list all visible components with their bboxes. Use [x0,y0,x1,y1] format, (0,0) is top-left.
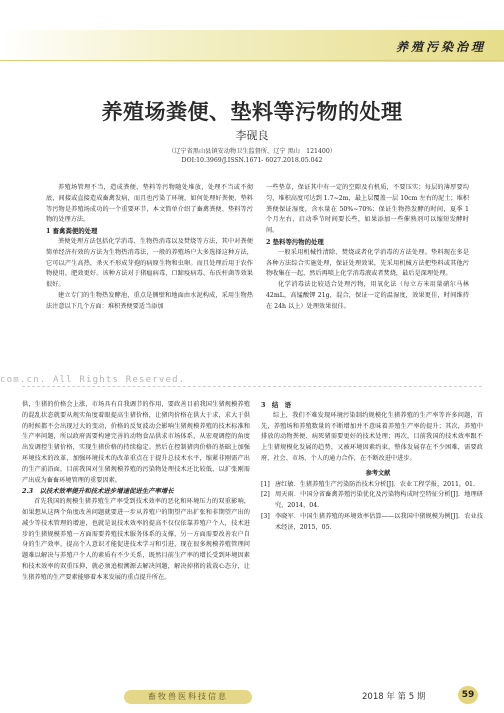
page-number-badge: 59 [458,686,478,704]
paragraph: 养殖场管理不当，造成粪便、垫料等污物随处堆放，处理不当或不彻底，间接或直接造成畜禽发病，而且也污染了环境，如何处理好粪便、垫料等污物是养殖场成功的一个重要环节，本文简单介绍了畜禽粪便、垫料等污物的处理方法。 [46,184,253,224]
article-title: 养殖场粪便、垫料等污物的处理 [101,99,403,124]
section-heading: 2 垫料等污物的处理 [266,237,324,246]
column-b [266,183,469,313]
paragraph: 供，生猪的价格会上涨，市场具有自我调节的作用，要政善目前我国生猪规模养殖的混乱状态就要从规实角度着眼提高生猪价格，让猪肉价格在供大于求，求大于供的时候都不会出现过大的变动，价格的反复波动会影响生猪规模养殖的技术标准和生产率问题，所以政府需要构建完善的动物食品供求市场体系，从宏观调控的角度出发调控生猪价格，实现生猪价格的持续稳定。然后在控制猪肉价格的基础上加强环境技术的改革，加强环境技术的改革重点在于提升总技术水平，缩紧非刚需产出的生产前沿面，目前我国对生猪规模养殖的污染物处理技术还比较低，以扩张刚需产出成为畜畜环境管理的重要因素。 [22,401,250,484]
article-author: 李砚良 [235,129,269,142]
section-heading: 1 畜禽粪便的处理 [46,227,98,236]
journal-name-band: 畜牧兽医科技信息 [124,690,252,704]
column-c [22,400,250,584]
paragraph: 综上，我们不难发现环境污染制约规模化生猪养殖的生产率等许多问题，首先，养殖场和养殖数量的不断增加并不意味着养殖生产率的提升；其次，养殖中排放的动物粪便、病死猪需要更好的技术处理；再次，目前我国的技术效率跟不上生猪规模化发展的趋势，又被环境因素约束，整体发展存在不少困难，需要政府、社会、市场、个人的通力合作，在不断改进中进步。 [261,411,483,462]
paragraph: 化学消毒法比较适合处理污物，用氧化法（每立方米用量硝尔马林 42mL，高锰酸钾 21g，混合，保证一定的温湿度，效果更佳，时间维持在 24h 以上）处理效果很佳。 [266,281,469,310]
article-affiliation: （辽宁省黑山县镇安动物卫生监督所，辽宁 黑山 121400） [168,148,336,155]
reference-number: [3] [261,512,270,520]
reference-text: 李晓军．中国生猪养殖的环境效率估算——以我国中猪规模为例[J]．农业技术经济，2015，05. [275,512,483,531]
issue-label: 2018 年 第 5 期 [362,692,426,702]
paragraph: 一般采用机械性清除、焚烧或者化学消毒的方法处理。垫料现在多是各种方法综合实施处理，保证处理效果，先采用机械方法把垫料或其他污物收集在一起，然后再喷上化学消毒液或者焚烧，最后是深埋处理。 [266,248,469,278]
reference-item [261,480,483,491]
reference-item [261,490,483,512]
section-label: 养殖污染治理 [395,40,486,54]
reference-number: [1] [261,480,270,488]
paragraph: 建立专门的生物热发酵池，重点是侧壁和地面由水泥构成，采用生物热法注意以下几个方面：堆积粪便要适当添加 [46,291,253,310]
paragraph: 首先我国的规模生猪养殖生产率受到技术效率的恶化和环境压力的双重影响，如果想从这两个角度改善问题就要进一步从养殖户的期望产出扩张和非期望产出的减少等技术管理的增速，也就是说技术效率的提高不仅仅依靠养殖户个人，技术进步的生猪规模养殖一方面需要养殖技术服务体系的支撑，另一方面需要改善农户自身的生产效率，提高个人意识才能促进技术学习和引进，现在很多规模养殖管理问题难以解决与养殖户个人的素质有不少关系，既然目前生产率的增长受到环境因素和技术效率的双重压抑，就必须追根溯源去解决问题，解决掉猪的栽栽心态分，让生猪养殖的生产要素能够着本来发展的重点提升所在。 [22,498,250,581]
divider [22,386,482,387]
reference-item [261,512,483,534]
reference-number: [2] [261,491,270,499]
paragraph: 粪便处理方法包括化学消毒、生物热消毒以及焚烧等方法，其中对粪便简单经济有效的方法为生物热消毒法，一般的养殖场户大多选择这种方法，它可以产生高热，杀灭不形成芽孢的病原生物和虫卵。而且处理后用于农作物使用，肥效更好。该种方法对于猪瘟病毒、口蹄疫病毒、布氏杆菌等效果很好。 [46,237,253,289]
reference-text: 周天雨．中国分省畜禽养殖污染优化及污染物构成时空特征分析[J]．地理研究，2014，04. [275,491,483,510]
reference-text: 唐红敏．生猪养殖生产污染防治技术分析[J]．农业工程学报，2011，01. [275,480,475,488]
paragraph: 一些垫草，保证其中有一定的空隙及有机质，不要压实；每层的薄厚要均匀，堆积高度可达到 1.7~2m，最上层覆盖一层 10cm 左右的泥土；堆积粪便保证湿度，含水量在 50%~70%；保证生物热发酵的时间，夏季 1 个月左右，启动季节时间要长些，如果添加一些催熟剂可以缩短发酵时间。 [266,184,469,235]
section-heading: 2.3 以技术效率提升和技术进步增速促进生产率增长 [22,487,174,496]
references-title: 参考文献 [365,469,391,477]
column-d [261,400,483,534]
article-doi: DOI:10.3969/J.ISSN.1671- 6027.2018.05.042 [181,157,323,164]
header-rule [0,60,504,61]
column-a [46,183,253,313]
copyright-watermark: com.cn. All Rights Reserved. [0,375,186,385]
section-heading: 3 结 语 [261,401,292,409]
